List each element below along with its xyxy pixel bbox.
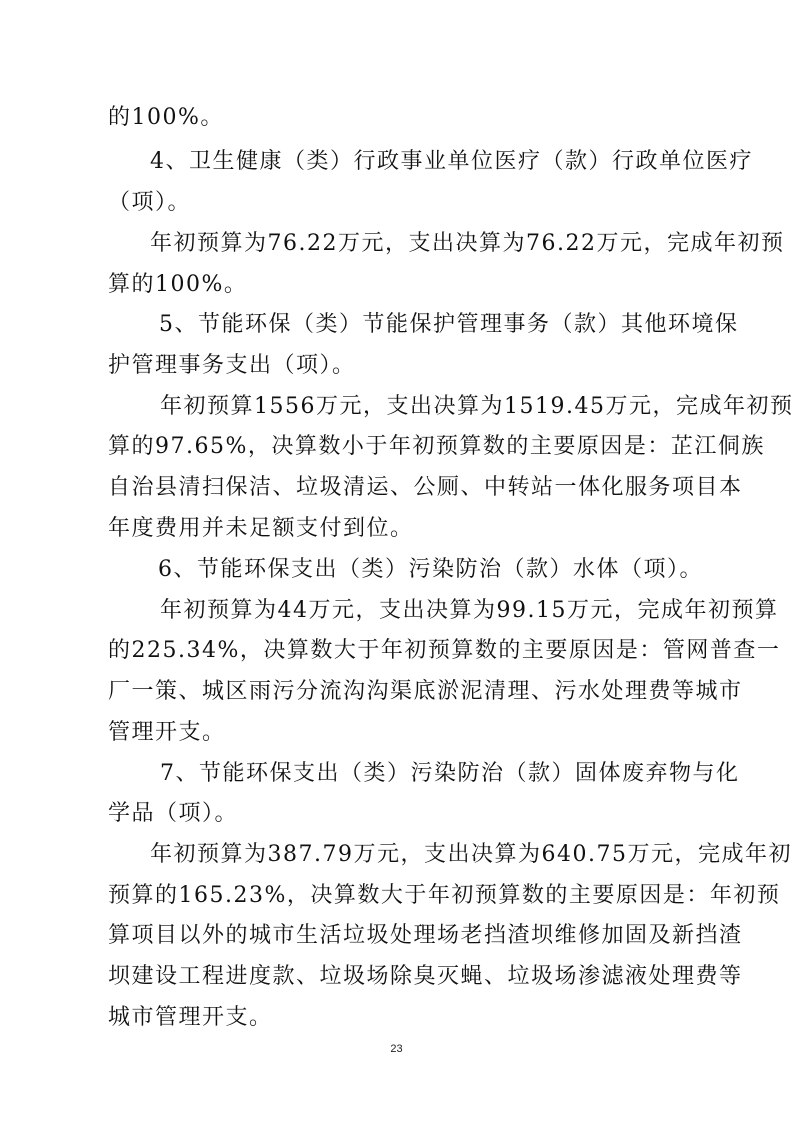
text-line-21: 算项目以外的城市生活垃圾处理场老挡渣坝维修加固及新挡渣 [108, 923, 743, 948]
text-line-11: 年度费用并未足额支付到位。 [108, 516, 414, 541]
text-line-22: 坝建设工程进度款、垃圾场除臭灭蝇、垃圾场渗滤液处理费等 [108, 964, 743, 989]
text-line-6: 5、节能环保（类）节能保护管理事务（款）其他环境保 [159, 312, 739, 337]
text-line-5: 算的100%。 [108, 272, 248, 297]
text-line-2: 4、卫生健康（类）行政事业单位医疗（款）行政单位医疗 [150, 149, 753, 174]
text-line-20: 预算的165.23%，决算数大于年初预算数的主要原因是：年初预 [108, 883, 781, 908]
text-line-18: 学品（项）。 [108, 801, 239, 826]
text-line-8: 年初预算1556万元，支出决算为1519.45万元，完成年初预 [160, 394, 793, 419]
text-line-14: 的225.34%，决算数大于年初预算数的主要原因是：管网普查一 [108, 638, 781, 663]
text-line-12: 6、节能环保支出（类）污染防治（款）水体（项）。 [158, 557, 703, 582]
text-line-4: 年初预算为76.22万元，支出决算为76.22万元，完成年初预 [150, 231, 785, 256]
text-line-10: 自治县清扫保洁、垃圾清运、公厕、中转站一体化服务项目本 [108, 475, 743, 500]
text-line-23: 城市管理开支。 [108, 1005, 273, 1030]
text-line-9: 算的97.65%，决算数小于年初预算数的主要原因是：芷江侗族 [108, 434, 765, 459]
text-line-17: 7、节能环保支出（类）污染防治（款）固体废弃物与化 [160, 761, 740, 786]
text-line-1: 的100%。 [108, 105, 224, 130]
text-line-19: 年初预算为387.79万元，支出决算为640.75万元，完成年初 [150, 842, 792, 867]
text-line-13: 年初预算为44万元，支出决算为99.15万元，完成年初预算 [160, 598, 779, 623]
text-line-15: 厂一策、城区雨污分流沟沟渠底淤泥清理、污水处理费等城市 [108, 679, 743, 704]
text-line-7: 护管理事务支出（项）。 [108, 353, 356, 378]
page-number: 23 [390, 1043, 403, 1055]
text-line-3: （项）。 [108, 190, 192, 215]
text-line-16: 管理开支。 [108, 720, 226, 745]
